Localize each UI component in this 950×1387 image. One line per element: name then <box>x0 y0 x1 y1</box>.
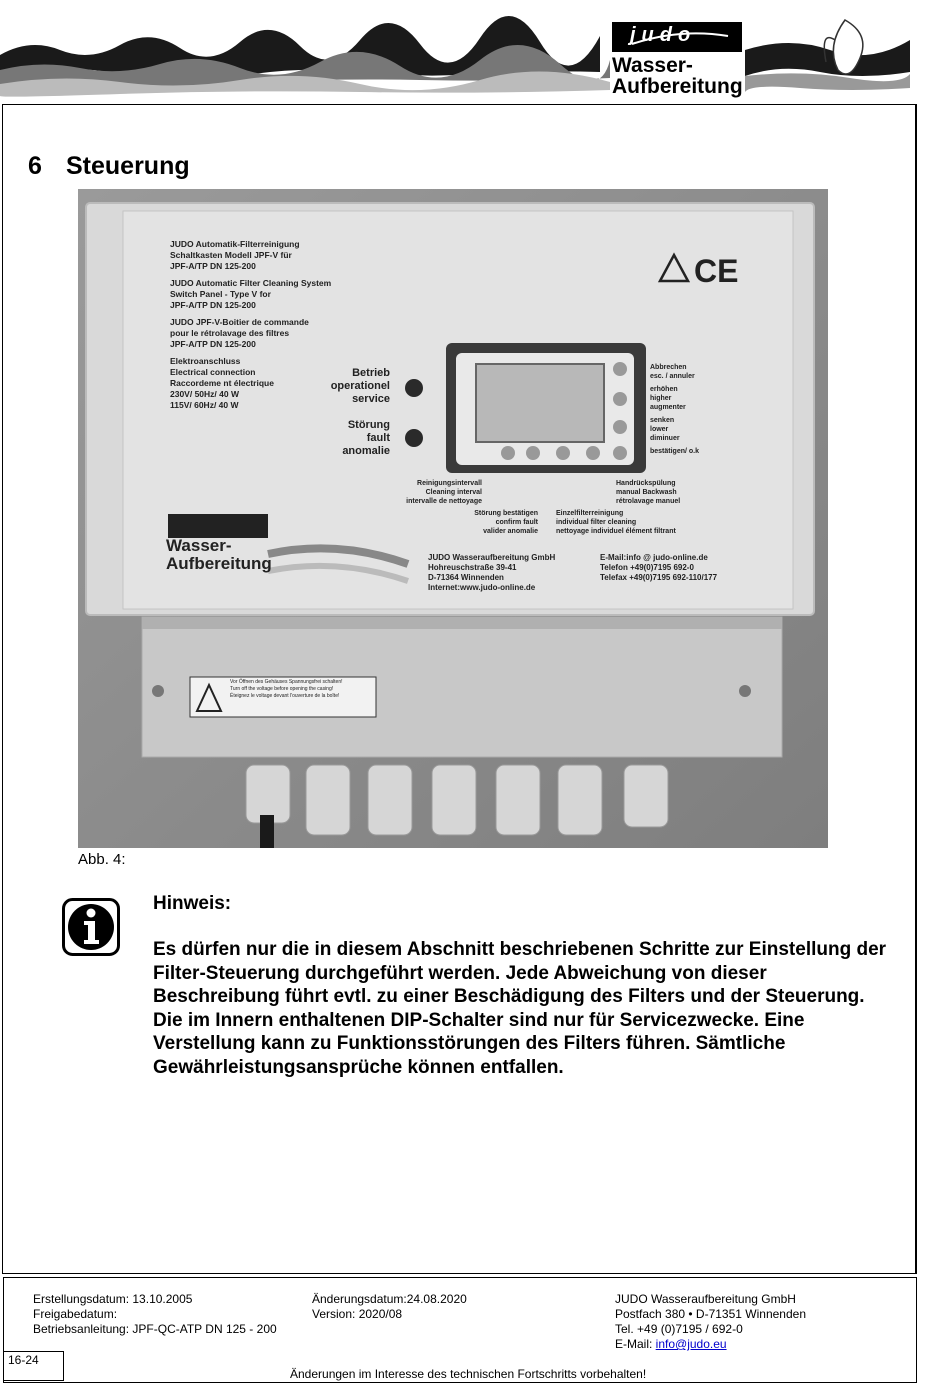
created-date: Erstellungsdatum: 13.10.2005 <box>33 1292 193 1306</box>
panel-text: E-Mail:info @ judo-online.de <box>600 553 708 562</box>
panel-text: augmenter <box>650 404 686 411</box>
panel-text: Betrieb <box>352 367 390 379</box>
logo-line1: Wasser- <box>612 54 693 77</box>
footer-column-version <box>312 1292 467 1322</box>
lamp-fault-label <box>308 419 390 458</box>
version: Version: 2020/08 <box>312 1307 403 1321</box>
panel-text: fault <box>366 432 390 444</box>
panel-text: rétrolavage manuel <box>616 498 681 505</box>
email-link[interactable]: info@judo.eu <box>655 1337 727 1351</box>
email-label: E-Mail: <box>615 1337 656 1351</box>
figure-caption: Abb. 4: <box>78 851 126 868</box>
wave-dark-right <box>745 40 910 76</box>
notice-text: Es dürfen nur die in diesem Abschnitt beschriebenen Schritte zur Einstellung der Filter-Steuerung durchgeführt werden. Jede Abweichung von dieser Beschreibung führt evtl. zu einer Beschädigung des Filters und der Steuerung. Die im Innern enthaltenen DIP-Schalter sind nur für Servicezwecke. Eine Verstellung kann zu Funktionsstörungen des Filters führen. Sämtliche Gewährleistungsansprüche können entfallen. <box>153 939 887 1078</box>
panel-text: valider anomalie <box>483 528 538 535</box>
confirm-fault-label <box>446 509 538 536</box>
panel-text: Telefon +49(0)7195 692-0 <box>600 563 694 572</box>
panel-text: JPF-A/TP DN 125-200 <box>170 300 256 310</box>
panel-text: Vor Öffnen des Gehäuses Spannungsfrei schalten! <box>230 679 343 685</box>
panel-contact <box>600 553 717 583</box>
panel-text: lower <box>650 426 669 433</box>
panel-text: 115V/ 60Hz/ 40 W <box>170 400 239 410</box>
manual-backwash-label <box>616 479 680 506</box>
panel-text: Hohreuschstraße 39-41 <box>428 563 517 572</box>
panel-text: Abbrechen <box>650 364 687 371</box>
ce-mark: CE <box>694 253 739 289</box>
footer-disclaimer: Änderungen im Interesse des technischen Fortschritts vorbehalten! <box>290 1367 647 1381</box>
key-legend <box>650 363 699 456</box>
control-panel-photo <box>78 189 828 848</box>
panel-text: Elektroanschluss <box>170 356 241 366</box>
cleaning-interval-label <box>378 479 482 506</box>
panel-text: 230V/ 50Hz/ 40 W <box>170 389 239 399</box>
footer-column-dates <box>33 1292 277 1337</box>
release-date: Freigabedatum: <box>33 1307 118 1321</box>
panel-text: Cleaning interval <box>425 489 482 496</box>
panel-text: Turn off the voltage before opening the casing! <box>230 686 334 692</box>
panel-text: Electrical connection <box>170 367 256 377</box>
panel-text: manual Backwash <box>616 489 677 496</box>
company-email-line <box>615 1337 806 1352</box>
logo-line2: Aufbereitung <box>612 75 743 98</box>
panel-text: anomalie <box>342 445 390 457</box>
panel-text: diminuer <box>650 435 680 442</box>
footer-column-company <box>615 1292 806 1352</box>
panel-text: JUDO Automatik-Filterreinigung <box>170 239 300 249</box>
company-phone: Tel. +49 (0)7195 / 692-0 <box>615 1322 743 1336</box>
section-title <box>28 152 190 181</box>
panel-address <box>428 553 555 593</box>
panel-text: service <box>352 393 390 405</box>
panel-text: JUDO Wasseraufbereitung GmbH <box>428 553 556 562</box>
logo-text <box>612 55 743 97</box>
panel-text: higher <box>650 395 672 402</box>
warning-label <box>230 679 342 700</box>
panel-text: JUDO Automatic Filter Cleaning System <box>170 278 332 288</box>
panel-text: Störung <box>347 419 390 431</box>
company-postbox: Postfach 380 • D-71351 Winnenden <box>615 1307 806 1321</box>
panel-text: senken <box>650 417 675 424</box>
section-title-text: Steuerung <box>66 152 190 180</box>
company-name: JUDO Wasseraufbereitung GmbH <box>615 1292 796 1306</box>
page-number: 16-24 <box>8 1353 39 1367</box>
panel-text: bestätigen/ o.k <box>650 448 700 455</box>
panel-text: intervalle de nettoyage <box>406 498 482 505</box>
panel-text: individual filter cleaning <box>556 519 637 526</box>
panel-text: nettoyage individuel élément filtrant <box>556 528 676 535</box>
panel-text: Einzelfilterreinigung <box>556 510 624 517</box>
panel-text: confirm fault <box>495 519 538 526</box>
panel-text: Raccordeme nt électrique <box>170 378 274 388</box>
panel-text: operationel <box>330 380 390 392</box>
panel-text: Wasser- <box>166 536 232 555</box>
header-banner <box>0 0 950 110</box>
single-filter-label <box>556 509 676 536</box>
panel-text: Éteignez le voltage devant l'ouverture de la boîte! <box>230 693 340 699</box>
section-number: 6 <box>28 152 42 180</box>
panel-text: Reinigungsintervall <box>417 480 482 487</box>
wave-gray-right <box>745 73 910 92</box>
panel-text: JPF-A/TP DN 125-200 <box>170 339 256 349</box>
panel-text: Schaltkasten Modell JPF-V für <box>170 250 292 260</box>
panel-text: erhöhen <box>650 386 678 393</box>
panel-text: D-71364 Winnenden <box>428 573 504 582</box>
panel-logo-text <box>166 537 272 573</box>
panel-text: Störung bestätigen <box>474 510 538 517</box>
panel-text: esc. / annuler <box>650 373 695 380</box>
panel-text: pour le rétrolavage des filtres <box>170 328 290 338</box>
panel-text: Switch Panel - Type V for <box>170 289 271 299</box>
logo-script: judo <box>630 24 697 46</box>
panel-text: Handrückspülung <box>616 480 676 487</box>
notice-heading: Hinweis: <box>153 893 232 914</box>
lamp-operation-label <box>308 367 390 406</box>
panel-text: JPF-A/TP DN 125-200 <box>170 261 256 271</box>
panel-text: Internet:www.judo-online.de <box>428 583 536 592</box>
panel-text: Telefax +49(0)7195 692-110/177 <box>600 573 718 582</box>
manual-name: Betriebsanleitung: JPF-QC-ATP DN 125 - 200 <box>33 1322 277 1336</box>
changed-date: Änderungsdatum:24.08.2020 <box>312 1292 467 1306</box>
info-icon <box>62 898 120 956</box>
panel-text: Aufbereitung <box>166 554 272 573</box>
panel-text: JUDO JPF-V-Boitier de commande <box>170 317 309 327</box>
